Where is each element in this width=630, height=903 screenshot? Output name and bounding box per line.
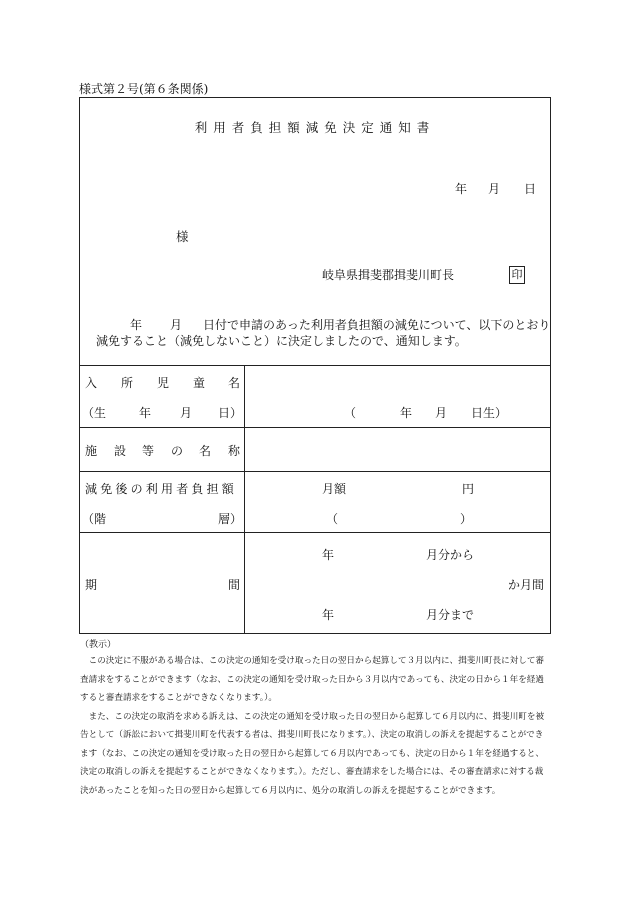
fee-yen-unit: 円 <box>462 482 475 496</box>
period-to-year: 年 <box>322 608 335 622</box>
notes-body <box>80 652 550 800</box>
birth-value-year: 年 <box>400 406 413 420</box>
body-line-2: 減免すること（減免しないこと）に決定しましたので、通知します。 <box>96 334 467 348</box>
facility-label-char: 名 <box>199 444 212 458</box>
fee-label: 減免後の利用者負担額 <box>85 482 238 496</box>
birth-value-close: 日生） <box>471 406 508 420</box>
child-name-label-char: 児 <box>157 376 170 390</box>
facility-label-char: 等 <box>142 444 155 458</box>
period-label-end: 間 <box>228 578 241 592</box>
period-from-month: 月分から <box>426 548 475 562</box>
notes-title: （教示） <box>80 640 117 650</box>
issuer-name: 岐阜県揖斐郡揖斐川町長 <box>322 268 455 282</box>
table-rule-2 <box>79 471 551 472</box>
child-name-label-char: 名 <box>228 376 241 390</box>
date-day: 日 <box>524 182 537 196</box>
birth-label-part: 年 <box>139 406 152 420</box>
period-months: か月間 <box>508 578 545 592</box>
birth-value-open: （ <box>344 406 357 420</box>
recipient-honorific: 様 <box>176 229 189 244</box>
body-month: 月 <box>170 318 183 332</box>
date-month: 月 <box>488 182 501 196</box>
table-column-divider <box>244 365 245 634</box>
birth-value-month: 月 <box>435 406 448 420</box>
tier-label-close: 層） <box>218 512 243 526</box>
period-label-start: 期 <box>85 578 98 592</box>
period-from-year: 年 <box>322 548 335 562</box>
birth-label-part: 月 <box>180 406 193 420</box>
birth-label-part: 日） <box>218 406 243 420</box>
facility-label-char: 設 <box>114 444 127 458</box>
body-year: 年 <box>130 318 143 332</box>
date-year: 年 <box>455 182 468 196</box>
facility-label-char: 称 <box>228 444 241 458</box>
table-rule-3 <box>79 532 551 533</box>
table-top-rule <box>79 365 551 366</box>
child-name-label-char: 入 <box>85 376 98 390</box>
notes-paragraph-2: また、この決定の取消を求める訴えは、この決定の通知を受け取った日の翌日から起算して６月以内に、揖斐川町を被告として（訴訟において揖斐川町を代表する者は、揖斐川町長になります。）、決定の取消しの訴えを提起することができます（なお、この決定の通知を受け取った日の翌日から起算して６月以内であっても、決定の日から１年を経過すると、決定の取消しの訴えを提起することができなくなります。）。ただし、審査請求をした場合には、その審査請求に対する裁決があったことを知った日の翌日から起算して６月以内に、処分の取消しの訴えを提起することができます。 <box>80 711 545 796</box>
period-to-month: 月分まで <box>426 608 475 622</box>
fee-monthly-label: 月額 <box>322 482 347 496</box>
birth-label-part: （生 <box>82 406 107 420</box>
child-name-label-char: 童 <box>193 376 206 390</box>
document-title: 利用者負担額減免決定通知書 <box>194 120 436 135</box>
child-name-label-char: 所 <box>121 376 134 390</box>
tier-value-open: （ <box>326 512 339 526</box>
body-line-1: 日付で申請のあった利用者負担額の減免について、以下のとおり <box>203 318 551 332</box>
facility-label-char: の <box>171 444 184 458</box>
tier-label-open: （階 <box>82 512 107 526</box>
notes-paragraph-1: この決定に不服がある場合は、この決定の通知を受け取った日の翌日から起算して３月以内に、揖斐川町長に対して審査請求をすることができます（なお、この決定の通知を受け取った日から３月以内であっても、決定の日から１年を経過すると審査請求をすることができなくなります。）。 <box>80 656 545 703</box>
form-number-label: 様式第２号(第６条関係) <box>79 82 209 96</box>
table-rule-1 <box>79 427 551 428</box>
facility-label-char: 施 <box>85 444 98 458</box>
seal-mark: 印 <box>509 266 525 284</box>
tier-value-close: ） <box>460 512 473 526</box>
